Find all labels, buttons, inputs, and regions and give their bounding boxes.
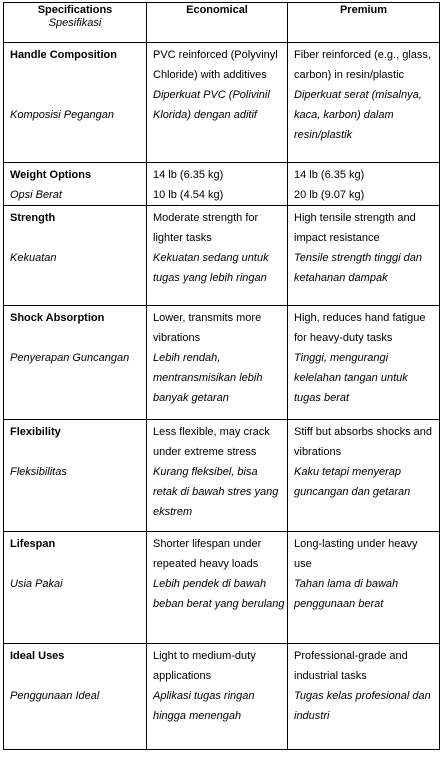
spec-label-en: Shock Absorption: [10, 312, 105, 324]
spec-cell: [4, 420, 147, 532]
economical-text-id: Aplikasi tugas ringan hingga menengah: [153, 690, 255, 722]
premium-text-id: Tahan lama di bawah penggunaan berat: [294, 578, 399, 610]
premium-text-id: 20 lb (9.07 kg): [294, 189, 365, 201]
premium-text-en: 14 lb (6.35 kg): [294, 169, 365, 181]
premium-cell: [288, 43, 440, 163]
spec-cell: [4, 206, 147, 306]
premium-text-en: Long-lasting under heavy use: [294, 538, 418, 570]
economical-text-id: Kekuatan sedang untuk tugas yang lebih ringan: [153, 252, 269, 284]
premium-cell: [288, 163, 440, 206]
spec-label-id: Usia Pakai: [10, 578, 63, 590]
premium-text-id: Tensile strength tinggi dan ketahanan dampak: [294, 252, 423, 284]
spec-label-en: Handle Composition: [10, 49, 117, 61]
economical-text-en: Lower, transmits more vibrations: [153, 312, 262, 344]
header-specifications-subtitle: Spesifikasi: [48, 17, 102, 29]
spec-cell: [4, 43, 147, 163]
premium-text-en: Stiff but absorbs shocks and vibrations: [294, 426, 432, 458]
spec-cell: [4, 644, 147, 750]
premium-text-en: Professional-grade and industrial tasks: [294, 650, 408, 682]
header-specifications-title: Specifications: [37, 4, 113, 16]
premium-text-id: Tinggi, mengurangi kelelahan tangan untuk tugas berat: [294, 352, 408, 404]
table-row: [4, 644, 440, 750]
premium-text-en: High tensile strength and impact resistance: [294, 212, 416, 244]
table-row: [4, 532, 440, 644]
table-row: [4, 43, 440, 163]
economical-cell: [147, 644, 288, 750]
header-economical: Economical: [147, 3, 288, 43]
economical-cell: [147, 532, 288, 644]
table-body: [4, 43, 440, 750]
premium-text-en: Fiber reinforced (e.g., glass, carbon) in resin/plastic: [294, 49, 431, 81]
economical-text-en: Light to medium-duty applications: [153, 650, 256, 682]
economical-text-id: 10 lb (4.54 kg): [153, 189, 224, 201]
premium-cell: [288, 206, 440, 306]
spec-cell: [4, 163, 147, 206]
premium-text-id: Kaku tetapi menyerap guncangan dan getaran: [294, 466, 411, 498]
premium-text-id: Tugas kelas profesional dan industri: [294, 690, 431, 722]
economical-cell: [147, 420, 288, 532]
header-premium: Premium: [288, 3, 440, 43]
spec-label-en: Strength: [10, 212, 56, 224]
specifications-table: [3, 2, 440, 750]
spec-label-en: Ideal Uses: [10, 650, 65, 662]
table-row: [4, 206, 440, 306]
spec-cell: [4, 532, 147, 644]
spec-label-en: Flexibility: [10, 426, 61, 438]
economical-text-en: PVC reinforced (Polyvinyl Chloride) with additives: [153, 49, 278, 81]
spec-label-id: Penggunaan Ideal: [10, 690, 100, 702]
economical-text-en: Shorter lifespan under repeated heavy loads: [153, 538, 262, 570]
economical-text-id: Diperkuat PVC (Polivinil Klorida) dengan aditif: [153, 89, 270, 121]
table-header: [4, 3, 440, 43]
economical-text-en: Moderate strength for lighter tasks: [153, 212, 259, 244]
header-row: [4, 3, 440, 43]
economical-text-id: Lebih rendah, mentransmisikan lebih banyak getaran: [153, 352, 263, 404]
premium-text-en: High, reduces hand fatigue for heavy-duty tasks: [294, 312, 426, 344]
premium-cell: [288, 306, 440, 420]
economical-text-en: 14 lb (6.35 kg): [153, 169, 224, 181]
spec-label-en: Lifespan: [10, 538, 56, 550]
table-row: [4, 420, 440, 532]
economical-text-id: Lebih pendek di bawah beban berat yang berulang: [153, 578, 285, 610]
economical-cell: [147, 306, 288, 420]
header-specifications: [4, 3, 147, 43]
economical-cell: [147, 206, 288, 306]
economical-text-en: Less flexible, may crack under extreme stress: [153, 426, 270, 458]
table-row: [4, 163, 440, 206]
spec-label-id: Opsi Berat: [10, 189, 62, 201]
economical-text-id: Kurang fleksibel, bisa retak di bawah stres yang ekstrem: [153, 466, 279, 518]
table-row: [4, 306, 440, 420]
premium-text-id: Diperkuat serat (misalnya, kaca, karbon) dalam resin/plastik: [294, 89, 422, 141]
economical-cell: [147, 43, 288, 163]
spec-cell: [4, 306, 147, 420]
spec-label-id: Fleksibilitas: [10, 466, 67, 478]
spec-label-id: Komposisi Pegangan: [10, 109, 114, 121]
economical-cell: [147, 163, 288, 206]
spec-label-id: Kekuatan: [10, 252, 57, 264]
premium-cell: [288, 420, 440, 532]
premium-cell: [288, 532, 440, 644]
spec-label-id: Penyerapan Guncangan: [10, 352, 130, 364]
premium-cell: [288, 644, 440, 750]
spec-label-en: Weight Options: [10, 169, 92, 181]
